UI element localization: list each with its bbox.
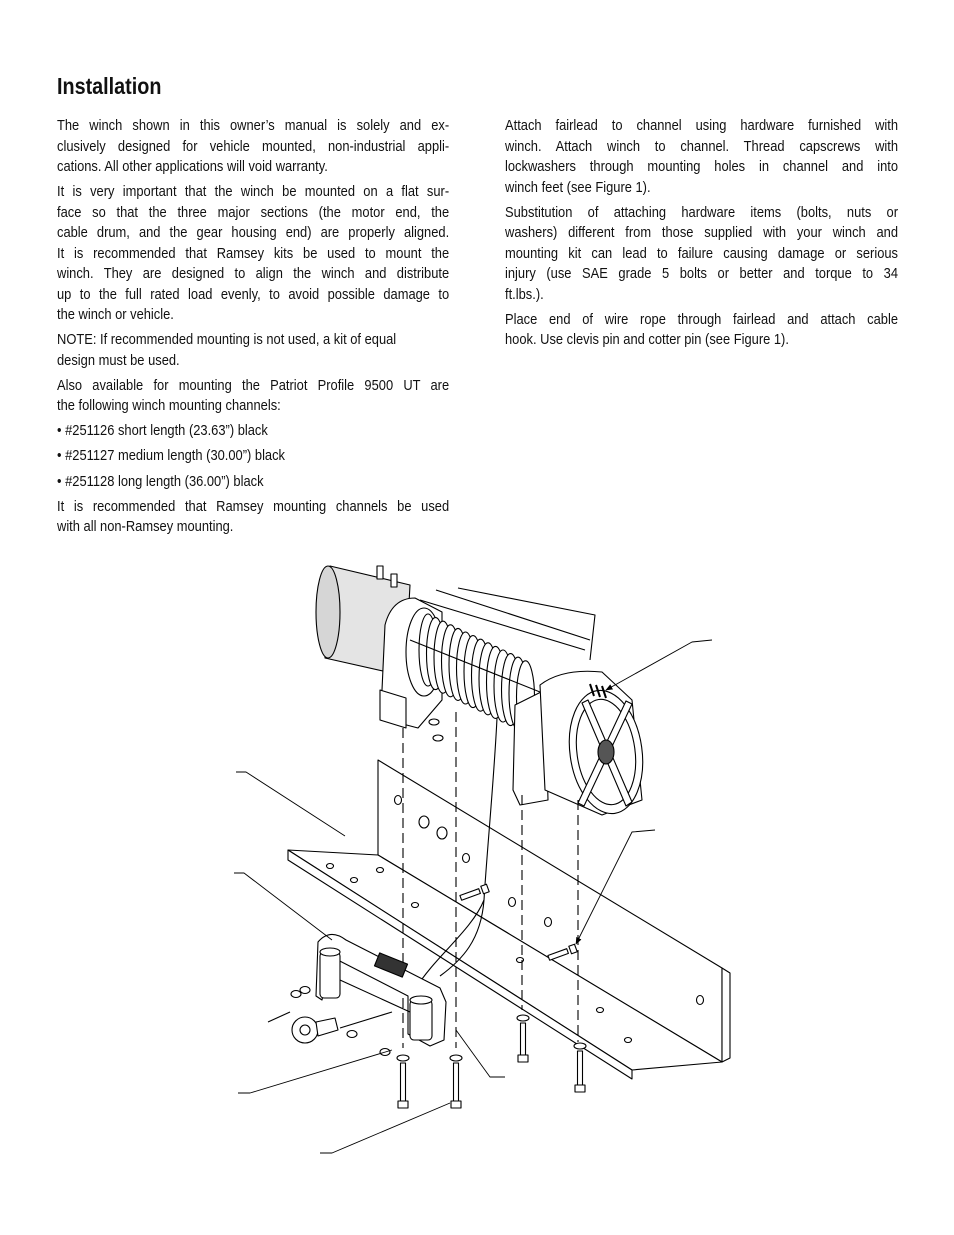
- text-line: winch feet (see Figure 1).: [505, 178, 651, 196]
- winch-installation-figure: [220, 555, 740, 1170]
- gear-housing: [540, 671, 650, 818]
- fairlead-roller: [320, 948, 340, 998]
- paragraph-wire-rope: [505, 310, 898, 351]
- bullet-item: [57, 472, 449, 493]
- clevis-pin: [340, 1012, 392, 1028]
- channel-end-flange: [722, 968, 730, 1062]
- bolt: [397, 1055, 409, 1108]
- bolt-shaft: [454, 1063, 459, 1101]
- cotter-pin: [268, 1012, 290, 1022]
- bullet-text: • #251126 short length (23.63”) black: [57, 422, 268, 440]
- text-line: with all non-Ramsey mounting.: [57, 518, 234, 536]
- bolt-shaft: [578, 1051, 583, 1085]
- text-line: NOTE: If recommended mounting is not used, a kit of equal: [57, 331, 397, 349]
- text-line: cable drum, and the gear housing end) are properly aligned.: [57, 224, 450, 242]
- text-line: Place end of wire rope through fairlead and attach cable: [505, 310, 899, 328]
- leader-line-gear-housing: [606, 640, 712, 690]
- leader-line-channel: [236, 772, 345, 836]
- bolt: [450, 1055, 462, 1108]
- text-line: the winch or vehicle.: [57, 306, 174, 324]
- bolt-head: [451, 1101, 461, 1108]
- leader-line-fairlead-bolt: [456, 1030, 505, 1077]
- paragraph-flat-mounting: [57, 182, 449, 326]
- bolt-head: [575, 1085, 585, 1092]
- bullet-item: [57, 446, 449, 467]
- page-title: Installation: [57, 73, 162, 100]
- housing-hub: [598, 740, 614, 764]
- paragraph-mounting-channels: [57, 376, 449, 417]
- text-line: clusively designed for vehicle mounted, non-industrial appli-: [57, 137, 450, 155]
- winch: [316, 566, 650, 818]
- washer: [300, 987, 310, 994]
- motor-terminal: [377, 566, 383, 579]
- text-line: design must be used.: [57, 351, 180, 369]
- text-line: Also available for mounting the Patriot Profile 9500 UT are: [57, 376, 450, 394]
- clevis: [316, 1018, 338, 1036]
- text-line: winch. Attach winch to channel. Thread capscrews with: [505, 137, 899, 155]
- bolt-washer: [574, 1043, 586, 1049]
- text-line: ft.lbs.).: [505, 285, 544, 303]
- washer: [291, 991, 301, 998]
- fairlead-roller: [410, 996, 432, 1040]
- washer: [347, 1031, 357, 1038]
- text-line: face so that the three major sections (the motor end, the: [57, 203, 450, 221]
- bolt-washer: [450, 1055, 462, 1061]
- text-line: hook. Use clevis pin and cotter pin (see Figure 1).: [505, 331, 789, 349]
- paragraph-attach-fairlead: [505, 116, 898, 198]
- winch-foot-washers: [429, 719, 443, 741]
- text-line: The winch shown in this owner’s manual is solely and ex-: [57, 117, 450, 134]
- text-line: mounting kit can lead to failure causing damage or serious: [505, 244, 899, 262]
- paragraph-recommendation: [57, 497, 449, 538]
- leader-line-bolt: [320, 1103, 450, 1153]
- paragraph-note: [57, 330, 449, 371]
- text-line: injury (use SAE grade 5 bolts or better and torque to 34: [505, 265, 899, 283]
- motor-terminal: [391, 574, 397, 587]
- bolt-head: [398, 1101, 408, 1108]
- paragraph-hardware-warning: [505, 203, 898, 306]
- text-line: cations. All other applications will void warranty.: [57, 158, 328, 175]
- leader-line-hook: [238, 1050, 392, 1093]
- bullet-item: [57, 421, 449, 442]
- text-line: lockwashers through mounting holes in channel and into: [505, 158, 899, 175]
- bullet-text: • #251128 long length (36.00”) black: [57, 472, 264, 490]
- paragraph-intended-use: [57, 116, 449, 178]
- right-column: [505, 116, 898, 355]
- bolt-washer: [397, 1055, 409, 1061]
- left-column: [57, 116, 449, 542]
- text-line: washers) different from those supplied with your winch and: [505, 224, 899, 242]
- text-line: the following winch mounting channels:: [57, 397, 281, 415]
- bullet-text: • #251127 medium length (30.00”) black: [57, 447, 286, 465]
- bolt-shaft: [401, 1063, 406, 1101]
- bolt-washer: [517, 1015, 529, 1021]
- text-line: It is very important that the winch be mounted on a flat sur-: [57, 183, 450, 201]
- text-line: Attach fairlead to channel using hardware furnished with: [505, 117, 899, 134]
- leader-line-fairlead: [234, 873, 332, 940]
- text-line: up to the full rated load evenly, to avoid possible damage to: [57, 285, 450, 303]
- bolt: [574, 1043, 586, 1092]
- text-line: Substitution of attaching hardware items (bolts, nuts or: [505, 203, 899, 221]
- bolt-shaft: [521, 1023, 526, 1055]
- bolt: [517, 1015, 529, 1062]
- text-line: winch. They are designed to align the winch and distribute: [57, 265, 450, 283]
- text-line: It is recommended that Ramsey mounting channels be used: [57, 497, 450, 515]
- bolt-head: [518, 1055, 528, 1062]
- text-line: It is recommended that Ramsey kits be used to mount the: [57, 244, 450, 262]
